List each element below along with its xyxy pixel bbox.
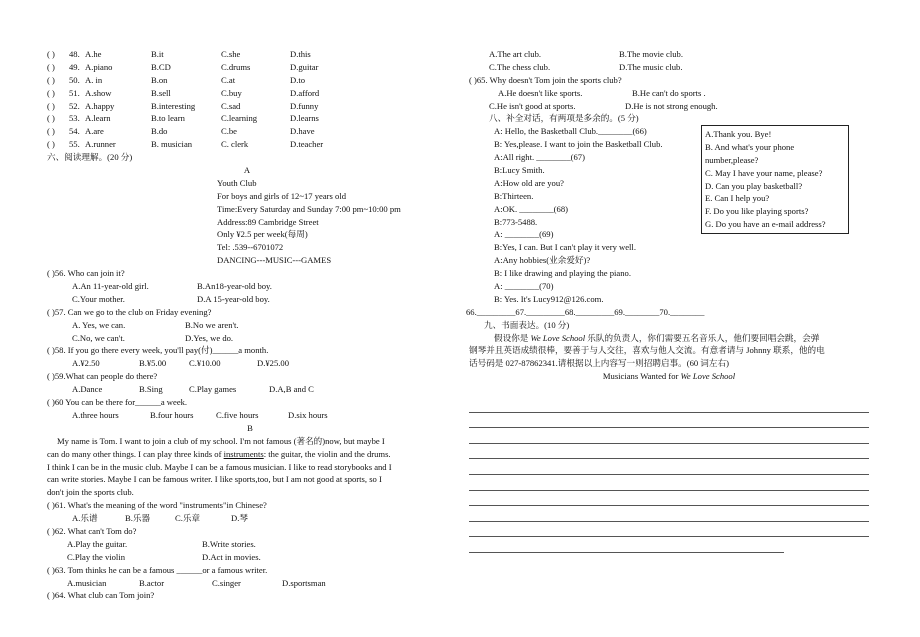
ad-line: Tel: .539--6701072 [217, 242, 284, 253]
option-b: B.to learn [151, 113, 185, 124]
section-9-title: 九、书面表达。(10 分) [484, 319, 570, 330]
q57-option-a: A. Yes, we can. [72, 319, 126, 330]
option-a: A.happy [85, 100, 115, 111]
option-c: C.at [221, 74, 236, 85]
left-column [47, 48, 459, 602]
q63-options [47, 577, 459, 590]
q60-option-a: A.three hours [72, 409, 119, 420]
q64-options-row2 [469, 61, 874, 74]
dialogue-option: A.Thank you. Bye! [705, 129, 772, 139]
option-a: A.piano [85, 61, 113, 72]
answer-paren: ( ) [47, 87, 55, 98]
question-60: ( )60 You can be there for______a week. [47, 397, 188, 408]
writing-line[interactable] [469, 397, 869, 413]
q62-option-a: A.Play the guitar. [67, 538, 128, 549]
q57-option-d: D.Yes, we do. [185, 332, 234, 343]
q58-option-b: B.¥5.00 [139, 358, 167, 369]
passage-b-text: can do many other things. I can play three kinds of [47, 448, 224, 459]
q63-option-d: D.sportsman [282, 577, 326, 588]
q58-option-d: D.¥25.00 [257, 358, 289, 369]
option-a: A.show [85, 87, 112, 98]
dialogue-line: A: ________(70) [494, 281, 554, 292]
writing-prompt-line-2: 钢琴并且英语成绩很棒，要善于与人交往，喜欢与他人交流。有意者请与 Johnny 联系，他的电 [469, 345, 825, 356]
q62-option-c: C.Play the violin [67, 551, 126, 562]
answer-blanks-line: 66._________67._________68._________69.________70.________ [466, 306, 705, 317]
q60-option-c: C.five hours [216, 409, 259, 420]
q61-option-c: C.乐章 [175, 513, 201, 524]
question-61: ( )61. What's the meaning of the word "instruments"in Chinese? [47, 500, 267, 511]
option-b: B.do [151, 126, 168, 137]
writing-line[interactable] [469, 475, 869, 491]
writing-line[interactable] [469, 413, 869, 429]
writing-title-band: We Love School [680, 371, 736, 382]
dialogue-line: A:OK. ________(68) [494, 203, 568, 214]
q65-option-b: B.He can't do sports . [632, 87, 706, 98]
prompt-text: 假设你是 [494, 332, 531, 343]
q56-option-a: A.An 11-year-old girl. [72, 281, 149, 292]
q56-options-row1 [47, 280, 459, 293]
section-8-title: 八、补全对话，有两项是多余的。(5 分) [489, 113, 639, 124]
writing-line[interactable] [469, 537, 784, 553]
question-number: 51. [69, 87, 80, 98]
q57-options-row1 [47, 319, 459, 332]
dialogue-option: D. Can you play basketball? [705, 180, 803, 191]
q56-option-c: C.Your mother. [72, 293, 125, 304]
q65-options-row1 [469, 87, 874, 100]
passage-b-line-2 [47, 448, 459, 461]
prompt-text: 乐队的负责人，你们需要五名音乐人，他们要回唱会跳，会弹 [585, 332, 820, 343]
writing-line[interactable] [469, 491, 869, 507]
mc-question-54 [47, 125, 459, 138]
q57-options-row2 [47, 332, 459, 345]
answer-paren: ( ) [47, 74, 55, 85]
question-65: ( )65. Why doesn't Tom join the sports club? [469, 74, 622, 85]
dialogue-line: B:Yes, I can. But I can't play it very well. [494, 242, 636, 253]
q65-option-d: D.He is not strong enough. [625, 100, 718, 111]
dialogue-options-box [701, 125, 849, 234]
question-56: ( )56. Who can join it? [47, 268, 125, 279]
writing-line[interactable] [469, 444, 869, 460]
dialogue-option: number,please? [705, 154, 759, 165]
q62-option-b: B.Write stories. [202, 538, 256, 549]
passage-b-line-1: My name is Tom. I want to join a club of my school. I'm not famous (著名的)now, but maybe I [57, 435, 385, 446]
dialogue-option: E. Can I help you? [705, 193, 770, 204]
mc-question-53 [47, 112, 459, 125]
writing-line[interactable] [469, 428, 869, 444]
dialogue-line: B:Lucy Smith. [494, 165, 545, 176]
q56-option-d: D.A 15-year-old boy. [197, 293, 270, 304]
question-57: ( )57. Can we go to the club on Friday evening? [47, 306, 212, 317]
multiple-choice-list [47, 48, 459, 151]
ad-line: Address:89 Cambridge Street [217, 216, 319, 227]
mc-question-55 [47, 138, 459, 151]
ad-line: Time:Every Saturday and Sunday 7:00 pm~10:00 pm [217, 203, 401, 214]
ad-line: Only ¥2.5 per week(每周) [217, 229, 308, 240]
option-b: B.on [151, 74, 168, 85]
option-b: B.interesting [151, 100, 196, 111]
option-d: D.funny [290, 100, 319, 111]
ad-line: DANCING---MUSIC---GAMES [217, 255, 332, 266]
writing-line[interactable] [469, 522, 869, 538]
option-d: D.afford [290, 87, 320, 98]
passage-a-label: A [243, 165, 251, 176]
dialogue-option: C. May I have your name, please? [705, 167, 823, 178]
option-d: D.have [290, 126, 315, 137]
dialogue-line: A: ________(69) [494, 229, 554, 240]
passage-b-line-3: I think I can be in the music club. Maybe I can be a famous musician. I like to read storybooks and I [47, 461, 392, 472]
q62-options-row1 [47, 538, 459, 551]
writing-prompt-line-1 [469, 332, 874, 345]
option-d: D.to [290, 74, 306, 85]
mc-question-52 [47, 100, 459, 113]
dialogue-option: F. Do you like playing sports? [705, 206, 809, 217]
dialogue-line: B: Yes,please. I want to join the Basketball Club. [494, 139, 663, 150]
q61-option-d: D.琴 [231, 513, 248, 524]
q61-option-a: A.乐谱 [72, 513, 98, 524]
ad-line: Youth Club [217, 177, 257, 188]
q59-option-b: B.Sing [139, 384, 163, 395]
mc-question-49 [47, 61, 459, 74]
q61-option-b: B.乐器 [125, 513, 151, 524]
writing-area[interactable] [469, 397, 869, 553]
question-number: 52. [69, 100, 80, 111]
option-c: C.be [221, 126, 237, 137]
passage-b-text: : the guitar, the violin and the drums. [263, 448, 391, 459]
passage-b-line-5: don't join the sports club. [47, 487, 134, 498]
q64-option-a: A.The art club. [489, 49, 542, 59]
dialogue-line: A:Any hobbies(业余爱好)? [494, 255, 591, 266]
question-number: 54. [69, 126, 80, 137]
question-62: ( )62. What can't Tom do? [47, 525, 137, 536]
q64-options-row1 [469, 48, 874, 61]
answer-paren: ( ) [47, 49, 55, 59]
question-number: 49. [69, 61, 80, 72]
q64-option-b: B.The movie club. [619, 49, 683, 59]
option-b: B. musician [151, 139, 193, 150]
question-number: 48. [69, 49, 80, 59]
q63-option-a: A.musician [67, 577, 107, 588]
ad-line: For boys and girls of 12~17 years old [217, 190, 347, 201]
option-a: A.learn [85, 113, 111, 124]
q58-options [47, 357, 459, 370]
section-6-title: 六、阅读理解。(20 分) [47, 152, 133, 163]
option-d: D.guitar [290, 61, 319, 72]
q57-option-c: C.No, we can't. [72, 332, 125, 343]
question-number: 50. [69, 74, 80, 85]
answer-paren: ( ) [47, 126, 55, 137]
option-d: D.teacher [290, 139, 324, 150]
writing-title-text: Musicians Wanted for [602, 371, 681, 382]
dialogue-line: A: Hello, the Basketball Club.________(66) [494, 126, 647, 137]
q60-options [47, 409, 459, 422]
dialogue-option: B. And what's your phone [705, 141, 795, 152]
q62-option-d: D.Act in movies. [202, 551, 261, 562]
mc-question-50 [47, 74, 459, 87]
passage-b-line-4: can write stories. Maybe I can be famous writer. I like sports,too, but I am not good at sports, so I [47, 474, 382, 485]
q65-option-a: A.He doesn't like sports. [498, 87, 583, 98]
q60-option-b: B.four hours [150, 409, 194, 420]
question-63: ( )63. Tom thinks he can be a famous ______or a famous writer. [47, 564, 268, 575]
band-name: We Love School [530, 332, 586, 343]
option-c: C.drums [221, 61, 251, 72]
option-b: B.it [151, 49, 164, 59]
dialogue-line: B:Thirteen. [494, 190, 534, 201]
question-64: ( )64. What club can Tom join? [47, 590, 155, 601]
q63-option-c: C.singer [212, 577, 241, 588]
option-a: A.runner [85, 139, 116, 150]
question-59: ( )59.What can people do there? [47, 371, 158, 382]
answer-paren: ( ) [47, 113, 55, 124]
dialogue-line: A:How old are you? [494, 177, 564, 188]
option-d: D.this [290, 49, 311, 59]
dialogue-line: B: Yes. It's Lucy912@126.com. [494, 293, 604, 304]
dialogue-line: B:773-5488. [494, 216, 538, 227]
q59-options [47, 383, 459, 396]
option-c: C.sad [221, 100, 241, 111]
q65-option-c: C.He isn't good at sports. [489, 100, 576, 111]
option-c: C.buy [221, 87, 242, 98]
youth-club-ad [47, 177, 459, 267]
question-number: 53. [69, 113, 80, 124]
q61-options [47, 512, 459, 525]
answer-paren: ( ) [47, 139, 55, 150]
question-58: ( )58. If you go there every week, you'll pay(付)______a month. [47, 345, 269, 356]
option-a: A. in [85, 74, 103, 85]
q58-option-c: C.¥10.00 [189, 358, 221, 369]
option-a: A.he [85, 49, 102, 59]
question-number: 55. [69, 139, 80, 150]
q60-option-d: D.six hours [288, 409, 328, 420]
dialogue-line: A:All right. ________(67) [494, 152, 585, 163]
q56-option-b: B.An18-year-old boy. [197, 281, 272, 292]
q59-option-c: C.Play games [189, 384, 237, 395]
q62-options-row2 [47, 551, 459, 564]
option-c: C. clerk [221, 139, 249, 150]
option-c: C.she [221, 49, 241, 59]
option-b: B.sell [151, 87, 171, 98]
q64-option-d: D.The music club. [619, 61, 683, 72]
q59-option-a: A.Dance [72, 384, 103, 395]
option-b: B.CD [151, 61, 171, 72]
mc-question-48 [47, 48, 459, 61]
q59-option-d: D.A,B and C [269, 384, 314, 395]
dialogue-line: B: I like drawing and playing the piano. [494, 268, 631, 279]
q65-options-row2 [469, 100, 874, 113]
writing-line[interactable] [469, 506, 869, 522]
writing-prompt-line-3: 话号码是 027-87862341.请根据以上内容写一则招聘启事。(60 词左右) [469, 358, 729, 369]
writing-line[interactable] [469, 459, 869, 475]
underlined-word-instruments: instruments [223, 448, 264, 459]
mc-question-51 [47, 87, 459, 100]
q56-options-row2 [47, 293, 459, 306]
answer-paren: ( ) [47, 61, 55, 72]
option-a: A.are [85, 126, 104, 137]
q63-option-b: B.actor [139, 577, 165, 588]
q57-option-b: B.No we aren't. [185, 319, 239, 330]
writing-title [469, 370, 869, 383]
option-d: D.learns [290, 113, 319, 124]
answer-paren: ( ) [47, 100, 55, 111]
passage-b-label: B [247, 422, 253, 433]
q58-option-a: A.¥2.50 [72, 358, 100, 369]
dialogue-option: G. Do you have an e-mail address? [705, 219, 826, 230]
q64-option-c: C.The chess club. [489, 61, 551, 72]
option-c: C.learning [221, 113, 258, 124]
